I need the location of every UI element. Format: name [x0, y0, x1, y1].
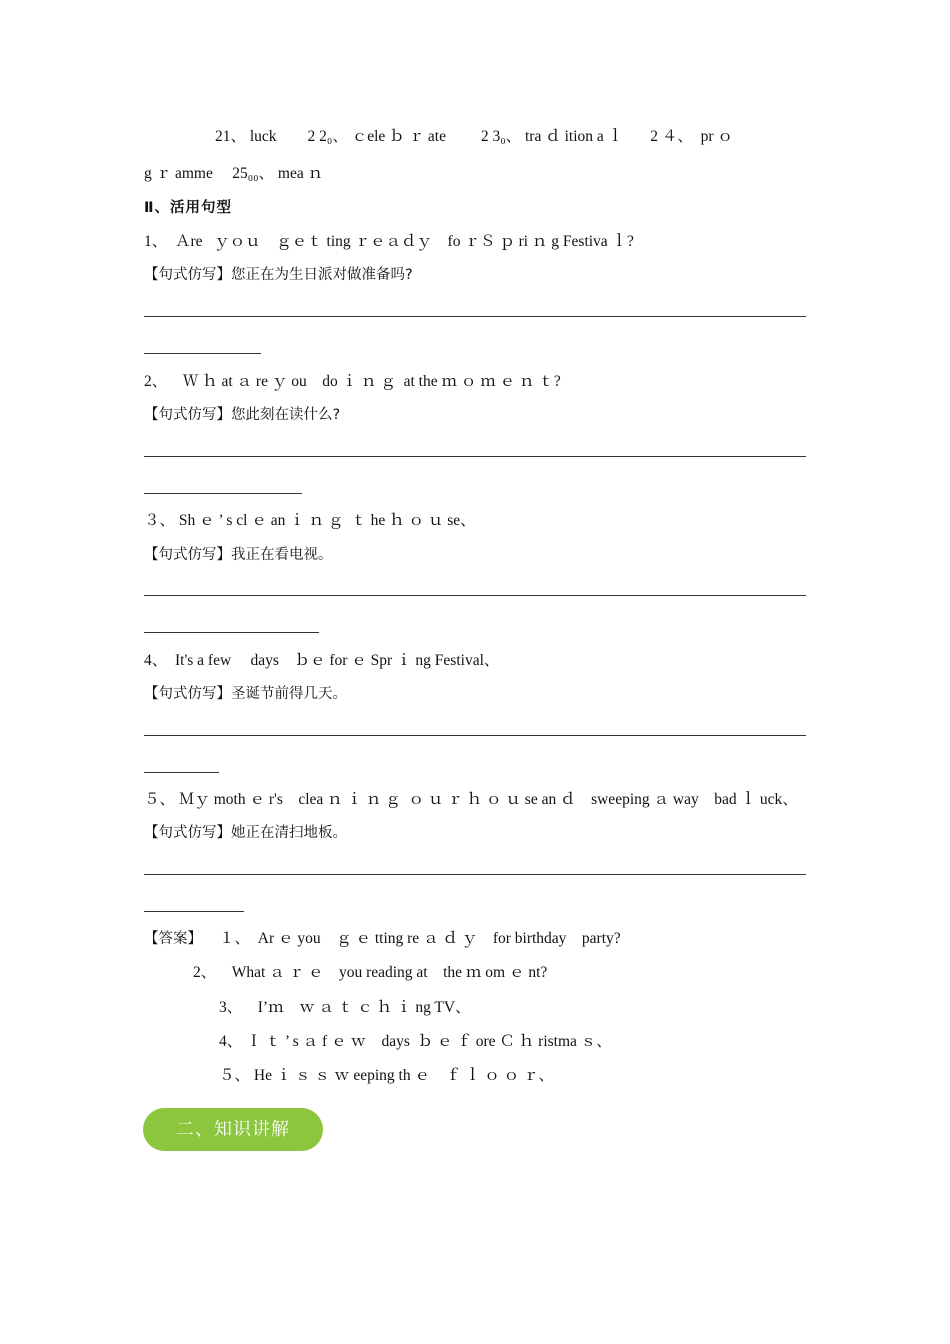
answer-1: １、 Ar ｅ you ｇ ｅ tting re ａ ｄ ｙ for birthday party? — [219, 930, 621, 947]
section-badge — [143, 1108, 323, 1151]
sentence-4: 4、 It's a few days ｂｅ for ｅ Spr ｉ ng Festival、 — [144, 652, 500, 669]
answer-line-3b — [144, 632, 319, 633]
answer-line-3a — [144, 595, 806, 596]
section-heading: Ⅱ、活用句型 — [144, 200, 233, 216]
prompt-2: 【句式仿写】您此刻在读什么? — [144, 407, 341, 423]
answer-2: 2、 What ａ ｒ ｅ you reading at the ｍ om ｅ nt? — [193, 964, 548, 981]
vocab-line-1: 21、 luck 2 2₀、 ｃele ｂ ｒ ate 2 3₀、 tra ｄ ition a ｌ 2 ４、 pr ｏ — [215, 128, 733, 145]
vocab-line-2: g ｒ amme 25₀₀、 mea ｎ — [144, 165, 324, 182]
prompt-1: 【句式仿写】您正在为生日派对做准备吗? — [144, 267, 413, 283]
sentence-1: 1、 Ａre ｙｏｕ ｇｅｔ ting ｒｅａｄｙ fo ｒＳ ｐ ri ｎ g Festiva ｌ? — [144, 233, 634, 250]
answer-line-5a — [144, 874, 806, 875]
answers-label: 【答案】 — [144, 931, 202, 947]
prompt-5: 【句式仿写】她正在清扫地板。 — [144, 825, 347, 841]
answer-line-5b — [144, 911, 244, 912]
answer-3: 3、 I’ｍ ｗ ａ ｔ ｃ ｈ ｉ ng TV、 — [219, 999, 471, 1016]
answer-line-4b — [144, 772, 219, 773]
sentence-2: 2、 Ｗ ｈ at ａ re ｙ ou do ｉ ｎ ｇ at the ｍ ｏ ｍ ｅ ｎ ｔ? — [144, 373, 561, 390]
answer-line-4a — [144, 735, 806, 736]
prompt-3: 【句式仿写】我正在看电视。 — [144, 547, 333, 563]
answer-5: ５、 He ｉ ｓ ｓ ｗ eeping th ｅ ｆ ｌ ｏ ｏ ｒ、 — [219, 1067, 554, 1084]
section-badge-label: 二、知识讲解 — [176, 1119, 290, 1140]
prompt-4: 【句式仿写】圣诞节前得几天。 — [144, 686, 347, 702]
answer-line-1a — [144, 316, 806, 317]
sentence-3: ３、 Sh ｅ ’ s cl ｅ an ｉ ｎ ｇ ｔ he ｈ ｏ ｕ se、 — [144, 512, 476, 529]
answer-line-1b — [144, 353, 261, 354]
answer-line-2b — [144, 493, 302, 494]
answer-line-2a — [144, 456, 806, 457]
sentence-5: ５、 Ｍｙ moth ｅ r's clea ｎ ｉ ｎ ｇ ｏ ｕ ｒ ｈ ｏ ｕ se an ｄ sweeping ａ way bad ｌ uck、 — [144, 791, 798, 808]
answer-4: 4、 Ｉ ｔ ’ s ａ f ｅ ｗ days ｂ ｅ ｆ ore Ｃ ｈ ristma ｓ、 — [219, 1033, 612, 1050]
